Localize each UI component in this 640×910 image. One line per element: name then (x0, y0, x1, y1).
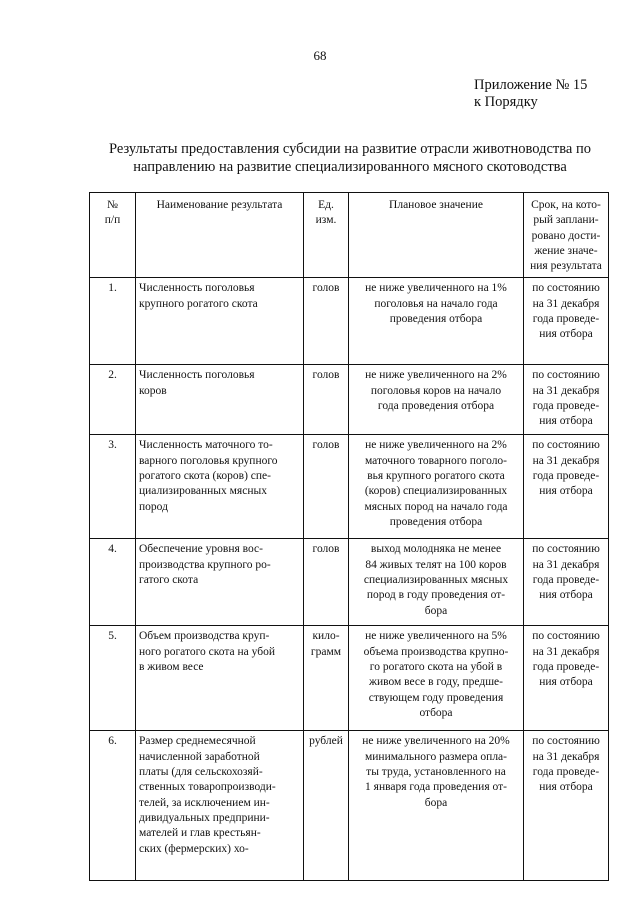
cell-line: ного рогатого скота на убой (139, 645, 276, 658)
row-plan (349, 539, 524, 626)
row-unit (304, 435, 349, 539)
cell-line: рублей (309, 735, 343, 748)
row-unit (304, 365, 349, 435)
cell-line: года проведе- (532, 661, 600, 674)
cell-line: Ед. (318, 199, 334, 211)
cell-line: Обеспечение уровня вос- (139, 543, 263, 556)
cell-line: в живом весе (139, 661, 204, 674)
cell-line: не ниже увеличенного на 5% (365, 630, 507, 643)
title-line: Результаты предоставления субсидии на развитие отрасли животноводства по (109, 141, 591, 157)
row-name (136, 626, 304, 731)
cell-line: отбора (419, 706, 453, 719)
row-term (524, 365, 609, 435)
table-row (90, 731, 609, 881)
cell-line: не ниже увеличенного на 20% (362, 735, 510, 748)
cell-line: года проведе- (532, 400, 600, 413)
cell-line: мателей и глав крестьян- (139, 827, 261, 840)
cell-line: ния отбора (539, 485, 593, 498)
cell-line: ния результата (530, 260, 602, 273)
cell-line: объема производства крупно- (363, 645, 509, 658)
cell-line: на 31 декабря (532, 454, 600, 467)
cell-line: года проведения отбора (377, 400, 495, 413)
cell-line: ствующем году проведения (368, 691, 504, 704)
cell-line: по состоянию (532, 439, 600, 452)
cell-line: бора (424, 604, 448, 617)
cell-line: на 31 декабря (532, 297, 600, 310)
row-plan (349, 626, 524, 731)
header-term (524, 193, 609, 278)
cell-line: телей, за исключением ин- (139, 796, 270, 809)
cell-line: не ниже увеличенного на 2% (365, 369, 507, 382)
cell-line: ния отбора (539, 676, 593, 689)
cell-line: поголовья на начало года (374, 297, 498, 310)
cell-line: проведения отбора (389, 515, 483, 528)
row-num: 6. (90, 731, 136, 881)
cell-line: грамм (310, 645, 342, 658)
cell-line: по состоянию (532, 735, 600, 748)
row-plan (349, 435, 524, 539)
cell-line: по состоянию (532, 369, 600, 382)
cell-line: п/п (104, 214, 121, 227)
cell-line: на 31 декабря (532, 384, 600, 397)
row-unit (304, 278, 349, 365)
cell-line: пород в году проведения от- (366, 589, 506, 602)
header-unit (304, 193, 349, 278)
cell-line: гатого скота (139, 574, 199, 587)
table-row (90, 365, 609, 435)
row-name (136, 365, 304, 435)
cell-line: мясных пород на начало года (364, 500, 508, 513)
row-num: 4. (90, 539, 136, 626)
cell-line: жение значе- (534, 244, 598, 257)
cell-line: варного поголовья крупного (139, 454, 278, 467)
cell-line: не ниже увеличенного на 1% (365, 282, 507, 295)
table-row (90, 435, 609, 539)
cell-line: Численность маточного то- (139, 439, 273, 452)
cell-line: пород (139, 500, 168, 513)
cell-line: ния отбора (539, 589, 593, 602)
header-plan (349, 193, 524, 278)
row-plan (349, 731, 524, 881)
appendix-line: Приложение № 15 (474, 77, 588, 93)
row-name (136, 435, 304, 539)
row-num: 2. (90, 365, 136, 435)
cell-line: года проведе- (532, 470, 600, 483)
table-row (90, 278, 609, 365)
cell-line: ния отбора (539, 328, 593, 341)
row-name (136, 278, 304, 365)
cell-line: изм. (315, 214, 337, 227)
row-term (524, 731, 609, 881)
row-name (136, 539, 304, 626)
cell-line: платы (для сельскохозяй- (139, 766, 263, 779)
cell-line: Наименование результата (156, 199, 283, 211)
row-term (524, 435, 609, 539)
cell-line: минимального размера опла- (364, 750, 507, 763)
table-header-row (90, 193, 609, 278)
cell-line: вья крупного рогатого скота (367, 470, 505, 483)
cell-line: голов (312, 439, 340, 452)
cell-line: голов (312, 543, 340, 556)
cell-line: Численность поголовья (139, 282, 255, 295)
table-row (90, 626, 609, 731)
row-term (524, 539, 609, 626)
cell-line: года проведе- (532, 313, 600, 326)
cell-line: дивидуальных предприни- (139, 811, 270, 824)
cell-line: Объем производства круп- (139, 630, 270, 643)
cell-line: на 31 декабря (532, 750, 600, 763)
header-num (90, 193, 136, 278)
cell-line: ния отбора (539, 415, 593, 428)
cell-line: на 31 декабря (532, 645, 600, 658)
row-plan (349, 365, 524, 435)
cell-line: ских (фермерских) хо- (139, 842, 249, 855)
cell-line: кило- (312, 630, 340, 643)
cell-line: производства крупного ро- (139, 558, 271, 571)
row-num: 1. (90, 278, 136, 365)
cell-line: ты труда, установленного на (366, 766, 506, 779)
cell-line: (коров) специализированных (364, 485, 508, 498)
cell-line: выход молодняка не менее (370, 543, 502, 556)
cell-line: начисленной заработной (139, 750, 260, 763)
row-unit (304, 539, 349, 626)
cell-line: по состоянию (532, 630, 600, 643)
cell-line: поголовья коров на начало (370, 384, 502, 397)
cell-line: года проведе- (532, 766, 600, 779)
cell-line: крупного рогатого скота (139, 297, 258, 310)
row-num: 3. (90, 435, 136, 539)
cell-line: Численность поголовья (139, 369, 255, 382)
cell-line: № (107, 199, 118, 211)
cell-line: го рогатого скота на убой в (369, 661, 503, 674)
table-row (90, 539, 609, 626)
cell-line: специализированных мясных (363, 574, 509, 587)
cell-line: года проведе- (532, 574, 600, 587)
row-num: 5. (90, 626, 136, 731)
cell-line: Срок, на кото- (531, 199, 601, 211)
cell-line: ственных товаропроизводи- (139, 781, 276, 794)
row-plan (349, 278, 524, 365)
cell-line: не ниже увеличенного на 2% (365, 439, 507, 452)
row-name (136, 731, 304, 881)
cell-line: ровано дости- (531, 229, 601, 242)
cell-line: живом весе в году, предше- (369, 676, 503, 689)
cell-line: ния отбора (539, 781, 593, 794)
results-table (89, 192, 609, 881)
header-name (136, 193, 304, 278)
cell-line: рый заплани- (533, 214, 599, 227)
cell-line: циализированных мясных (139, 485, 267, 498)
cell-line: коров (139, 384, 167, 397)
appendix-line: к Порядку (474, 94, 538, 110)
cell-line: маточного товарного поголо- (364, 454, 508, 467)
cell-line: бора (424, 796, 448, 809)
title-line: направлению на развитие специализированного мясного скотоводства (133, 159, 567, 175)
cell-line: по состоянию (532, 543, 600, 556)
document-title (60, 140, 640, 176)
row-term (524, 626, 609, 731)
cell-line: Размер среднемесячной (139, 735, 256, 748)
cell-line: 84 живых телят на 100 коров (365, 558, 507, 571)
row-term (524, 278, 609, 365)
cell-line: голов (312, 369, 340, 382)
row-unit (304, 626, 349, 731)
cell-line: 1 января года проведения от- (365, 781, 507, 794)
appendix-note (474, 77, 587, 111)
page-number: 68 (313, 48, 327, 63)
cell-line: по состоянию (532, 282, 600, 295)
cell-line: голов (312, 282, 340, 295)
cell-line: рогатого скота (коров) спе- (139, 470, 271, 483)
cell-line: проведения отбора (389, 313, 483, 326)
cell-line: Плановое значение (389, 199, 483, 211)
cell-line: на 31 декабря (532, 558, 600, 571)
row-unit (304, 731, 349, 881)
